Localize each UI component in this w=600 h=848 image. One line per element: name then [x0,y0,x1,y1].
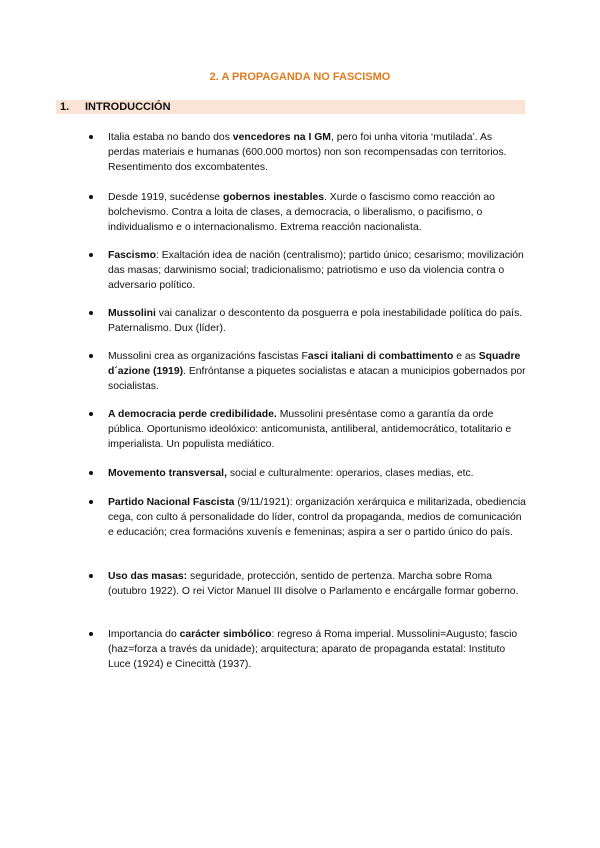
bold-text: Squadre d´azione (1919) [108,351,521,377]
bullet-icon [89,500,93,504]
text-run: (9/11/1921): organización xerárquica e militarizada, obediencia cega, con culto á personalidade do líder, control da propaganda, medios de comunicación e educación; crea formacións xuvenís e femeninas; aspira a ser o partido único do país. [108,497,526,538]
list-item-text [108,131,526,175]
section-number: 1. [60,101,70,113]
list-item-text [108,496,526,540]
list-item-text [108,350,526,394]
bullet-icon [89,354,93,358]
text-run: . Enfróntanse a piquetes socialistas e atacan a municipios gobernados por socialistas. [108,365,526,392]
text-run: . Xurde o fascismo como reacción ao bolchevismo. Contra a loita de clases, a democracia, o liberalismo, o pacifismo, o individualismo e o internacionalismo. Extrema reacción nacionalista. [108,192,495,233]
text-run: Importancia do [108,629,180,640]
text-run: social e culturalmente: operarios, clases medias, etc. [226,468,474,479]
list-item-text [108,249,526,293]
bullet-icon [89,471,93,475]
section-title: INTRODUCCIÓN [85,101,171,113]
list-item-text [108,307,526,337]
bold-text: A democracia perde credibilidade. [108,409,277,420]
bold-text: Movemento transversal, [108,468,227,479]
list-item-text [108,467,526,482]
list-item-text [108,628,526,672]
bullet-icon [89,195,93,199]
text-run: vai canalizar o descontento da posguerra e pola inestabilidade política do país. Paternalismo. Dux (líder). [108,308,523,334]
text-run: Italia estaba no bando dos [108,132,233,143]
bullet-icon [89,311,93,315]
document-title: 2. A PROPAGANDA NO FASCISMO [209,71,391,83]
bold-text: gobernos inestables [222,192,325,203]
text-run: e as [453,351,479,362]
bullet-icon [89,632,93,636]
list-item-text [108,570,526,600]
bold-text: Fascismo [108,250,156,261]
bullet-icon [89,574,93,578]
text-run: Mussolini crea as organizacións fascistas F [108,351,308,362]
text-run: Mussolini preséntase como a garantía da orde pública. Oportunismo ideolóxico: anticomunista, antiliberal, antidemocrático, totalitario e imperialista. Un populista mediático. [108,409,512,450]
bold-text: Mussolini [108,308,156,319]
list-item-text [108,191,526,235]
list-item-text [108,408,526,452]
text-run: : Exaltación idea de nación (centralismo); partido único; cesarismo; movilización das masas; darwinismo social; tradicionalismo; patriotismo e uso da violencia contra o adversario político. [108,250,524,291]
text-run: Desde 1919, sucédense [108,192,223,203]
bold-text: Uso das masas: [108,571,188,582]
bold-text: carácter simbólico [179,629,272,640]
text-run: : regreso á Roma imperial. Mussolini=Augusto; fascio (haz=forza a través da unidade); arquitectura; aparato de propaganda estatal: Instituto Luce (1924) e Cinecittà (1937). [108,629,518,670]
bullet-icon [89,412,93,416]
bullet-icon [89,253,93,257]
bullet-icon [89,135,93,139]
bold-text: asci italiani di combattimento [307,351,454,362]
text-run: , pero foi unha vitoria ‘mutilada’. As perdas materiais e humanas (600.000 mortos) non son recompensadas con territorios. Resentimento dos excombatentes. [108,132,507,173]
section-heading [60,100,171,114]
text-run: seguridade, protección, sentido de pertenza. Marcha sobre Roma (outubro 1922). O rei Victor Manuel III disolve o Parlamento e encárgalle formar goberno. [108,571,519,597]
bold-text: Partido Nacional Fascista [108,497,235,508]
bold-text: vencedores na I GM [232,132,331,143]
